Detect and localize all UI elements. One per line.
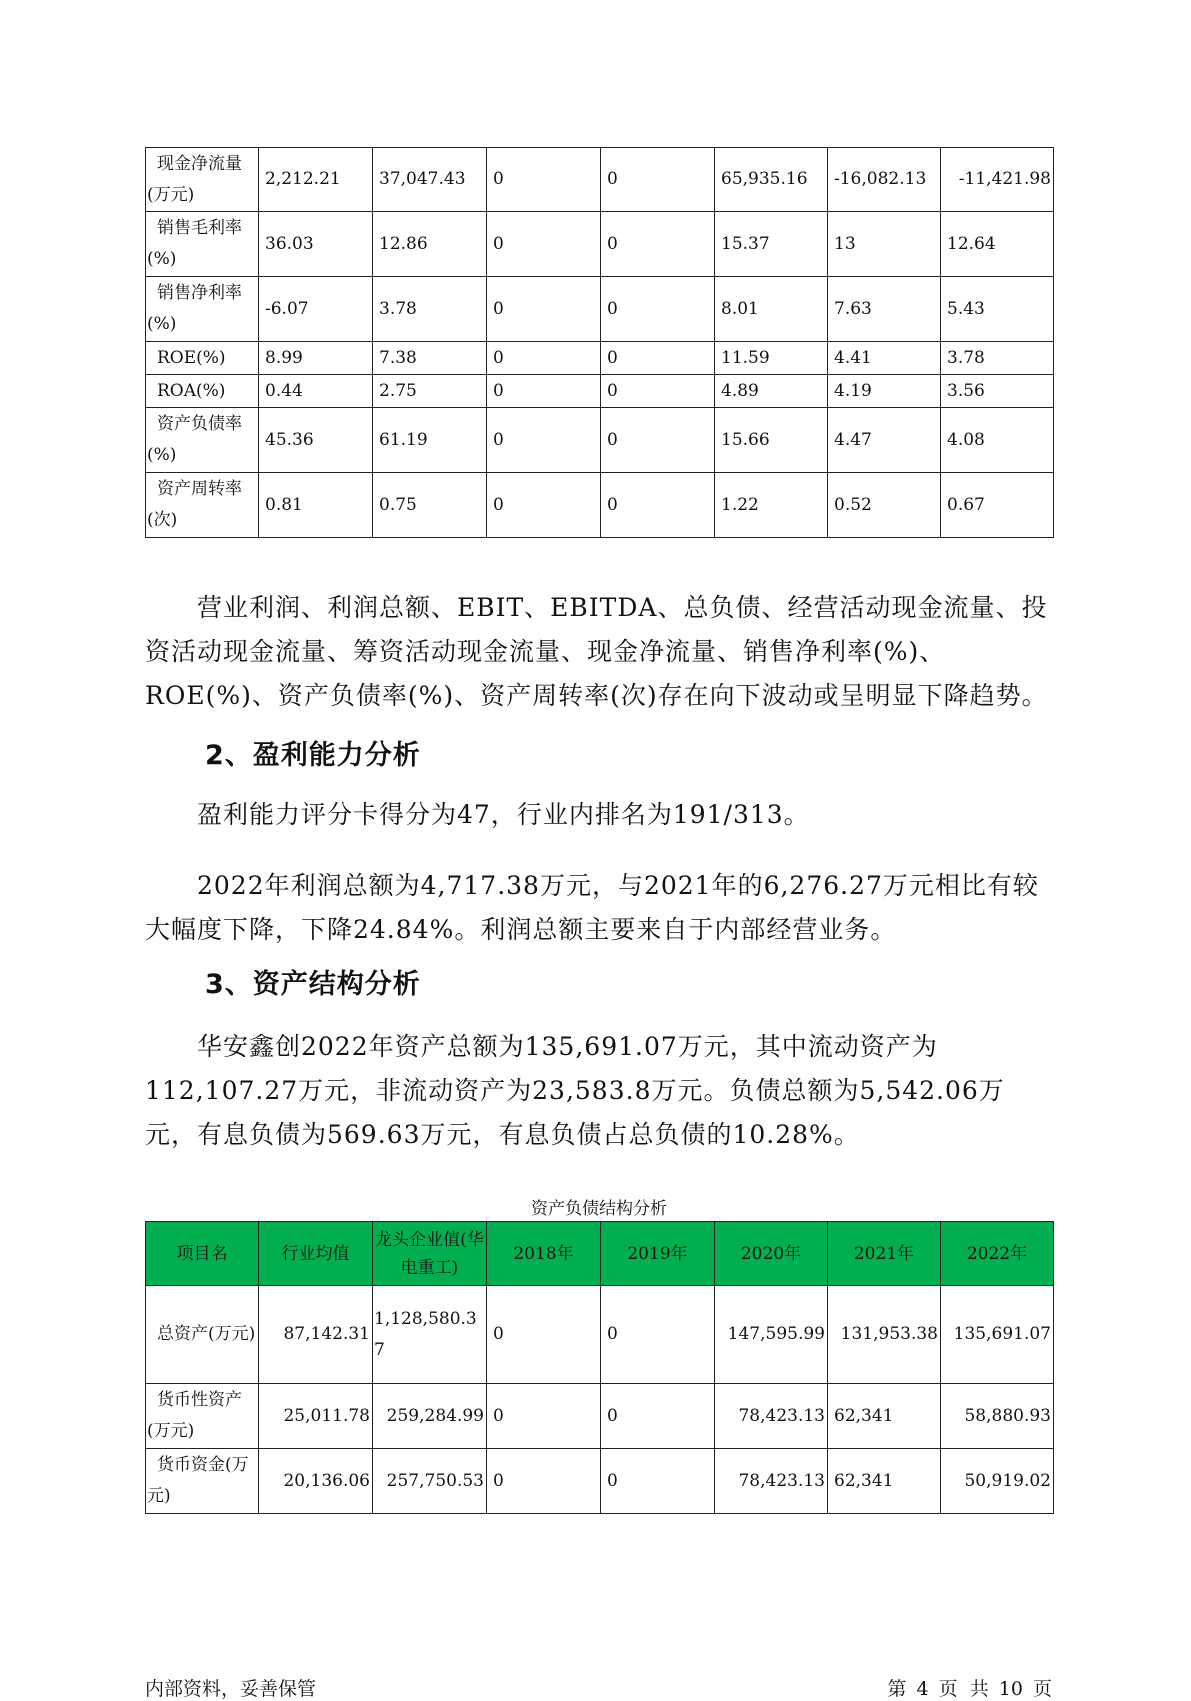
header-2019: 2019年 [601, 1222, 715, 1286]
cell-2021: 131,953.38 [828, 1286, 941, 1384]
cell-2019: 0 [601, 1384, 715, 1449]
cell-industry-avg: 2,212.21 [259, 148, 373, 212]
table-row [146, 375, 1054, 408]
cell-2021: 62,341 [828, 1449, 941, 1514]
table-row [146, 408, 1054, 473]
cell-2019: 0 [601, 277, 715, 342]
profit-text: 2022年利润总额为4,717.38万元，与2021年的6,276.27万元相比有较大幅度下降，下降24.84%。利润总额主要来自于内部经营业务。 [145, 871, 1039, 944]
cell-2021: 4.47 [828, 408, 941, 473]
table-header-row [146, 1222, 1054, 1286]
section-heading-asset-structure: 3、资产结构分析 [205, 969, 421, 1000]
cell-2020: 15.66 [715, 408, 828, 473]
cell-industry-avg: 87,142.31 [259, 1286, 373, 1384]
cell-2020: 1.22 [715, 473, 828, 538]
cell-industry-avg: 8.99 [259, 342, 373, 375]
cell-2018: 0 [487, 1449, 601, 1514]
page-number [885, 1674, 1054, 1701]
cell-leader: 257,750.53 [373, 1449, 487, 1514]
cell-2021: 4.41 [828, 342, 941, 375]
cell-2022: 58,880.93 [941, 1384, 1054, 1449]
cell-2019: 0 [601, 408, 715, 473]
row-name: ROA(%) [146, 375, 259, 408]
table-row [146, 1286, 1054, 1384]
header-name: 项目名 [146, 1222, 259, 1286]
cell-2018: 0 [487, 375, 601, 408]
cell-2022: -11,421.98 [941, 148, 1054, 212]
header-leader: 龙头企业值(华电重工) [373, 1222, 487, 1286]
cell-2020: 78,423.13 [715, 1384, 828, 1449]
header-2020: 2020年 [715, 1222, 828, 1286]
cell-2022: 3.56 [941, 375, 1054, 408]
cell-2022: 3.78 [941, 342, 1054, 375]
table-caption: 资产负债结构分析 [531, 1199, 667, 1219]
section-heading-profitability: 2、盈利能力分析 [205, 740, 421, 771]
table-row [146, 212, 1054, 277]
cell-2021: 7.63 [828, 277, 941, 342]
row-name: 货币性资产(万元) [146, 1384, 259, 1449]
cell-leader: 259,284.99 [373, 1384, 487, 1449]
page-suffix: 页 [1032, 1678, 1052, 1700]
row-name: 现金净流量(万元) [146, 148, 259, 212]
cell-2021: -16,082.13 [828, 148, 941, 212]
cell-2021: 62,341 [828, 1384, 941, 1449]
row-name: ROE(%) [146, 342, 259, 375]
cell-2018: 0 [487, 1286, 601, 1384]
table-row [146, 148, 1054, 212]
cell-2020: 11.59 [715, 342, 828, 375]
cell-2018: 0 [487, 212, 601, 277]
cell-2022: 135,691.07 [941, 1286, 1054, 1384]
cell-2020: 78,423.13 [715, 1449, 828, 1514]
cell-industry-avg: -6.07 [259, 277, 373, 342]
cell-industry-avg: 36.03 [259, 212, 373, 277]
cell-2021: 4.19 [828, 375, 941, 408]
cell-2019: 0 [601, 1286, 715, 1384]
cell-industry-avg: 0.44 [259, 375, 373, 408]
table-row [146, 342, 1054, 375]
cell-2018: 0 [487, 277, 601, 342]
cell-leader: 12.86 [373, 212, 487, 277]
table-row [146, 1449, 1054, 1514]
cell-2020: 4.89 [715, 375, 828, 408]
row-name: 销售净利率(%) [146, 277, 259, 342]
table-row [146, 277, 1054, 342]
cell-2020: 147,595.99 [715, 1286, 828, 1384]
cell-2019: 0 [601, 473, 715, 538]
asset-text: 华安鑫创2022年资产总额为135,691.07万元，其中流动资产为112,107.27万元，非流动资产为23,583.8万元。负债总额为5,542.06万元，有息负债为569.63万元，有息负债占总负债的10.28%。 [145, 1032, 1005, 1149]
current-page: 4 [916, 1678, 929, 1700]
cell-leader: 3.78 [373, 277, 487, 342]
cell-leader: 2.75 [373, 375, 487, 408]
trend-text: 营业利润、利润总额、EBIT、EBITDA、总负债、经营活动现金流量、投资活动现金流量、筹资活动现金流量、现金净流量、销售净利率(%)、ROE(%)、资产负债率(%)、资产周转率(次)存在向下波动或呈明显下降趋势。 [145, 593, 1048, 710]
cell-2022: 0.67 [941, 473, 1054, 538]
table-row [146, 473, 1054, 538]
cell-2018: 0 [487, 342, 601, 375]
cell-industry-avg: 25,011.78 [259, 1384, 373, 1449]
cell-2018: 0 [487, 408, 601, 473]
cell-leader: 61.19 [373, 408, 487, 473]
row-name: 资产负债率(%) [146, 408, 259, 473]
row-name: 总资产(万元) [146, 1286, 259, 1384]
cell-2018: 0 [487, 148, 601, 212]
asset-structure-paragraph [145, 1025, 1053, 1157]
cell-2020: 15.37 [715, 212, 828, 277]
confidential-notice: 内部资料，妥善保管 [145, 1678, 317, 1700]
cell-industry-avg: 45.36 [259, 408, 373, 473]
cell-2019: 0 [601, 212, 715, 277]
financial-indicators-table [145, 147, 1054, 538]
row-name: 货币资金(万元) [146, 1449, 259, 1514]
asset-liability-table [145, 1221, 1054, 1514]
cell-2022: 12.64 [941, 212, 1054, 277]
cell-2019: 0 [601, 375, 715, 408]
profit-total-paragraph [145, 864, 1053, 952]
cell-2022: 50,919.02 [941, 1449, 1054, 1514]
header-industry-avg: 行业均值 [259, 1222, 373, 1286]
cell-2020: 65,935.16 [715, 148, 828, 212]
cell-2019: 0 [601, 342, 715, 375]
total-pages: 10 [998, 1678, 1023, 1700]
cell-2021: 13 [828, 212, 941, 277]
profitability-score-paragraph [145, 793, 1053, 837]
cell-leader: 1,128,580.37 [373, 1286, 487, 1384]
cell-2019: 0 [601, 1449, 715, 1514]
cell-2020: 8.01 [715, 277, 828, 342]
score-text: 盈利能力评分卡得分为47，行业内排名为191/313。 [197, 800, 810, 829]
cell-leader: 7.38 [373, 342, 487, 375]
cell-2021: 0.52 [828, 473, 941, 538]
cell-2022: 4.08 [941, 408, 1054, 473]
trend-paragraph [145, 586, 1053, 718]
cell-leader: 0.75 [373, 473, 487, 538]
cell-leader: 37,047.43 [373, 148, 487, 212]
header-2018: 2018年 [487, 1222, 601, 1286]
cell-2018: 0 [487, 1384, 601, 1449]
header-2022: 2022年 [941, 1222, 1054, 1286]
cell-2018: 0 [487, 473, 601, 538]
cell-2019: 0 [601, 148, 715, 212]
table-row [146, 1384, 1054, 1449]
cell-2022: 5.43 [941, 277, 1054, 342]
row-name: 销售毛利率(%) [146, 212, 259, 277]
header-2021: 2021年 [828, 1222, 941, 1286]
row-name: 资产周转率(次) [146, 473, 259, 538]
page-mid: 页 共 [938, 1678, 989, 1700]
cell-industry-avg: 20,136.06 [259, 1449, 373, 1514]
cell-industry-avg: 0.81 [259, 473, 373, 538]
page-prefix: 第 [887, 1678, 907, 1700]
